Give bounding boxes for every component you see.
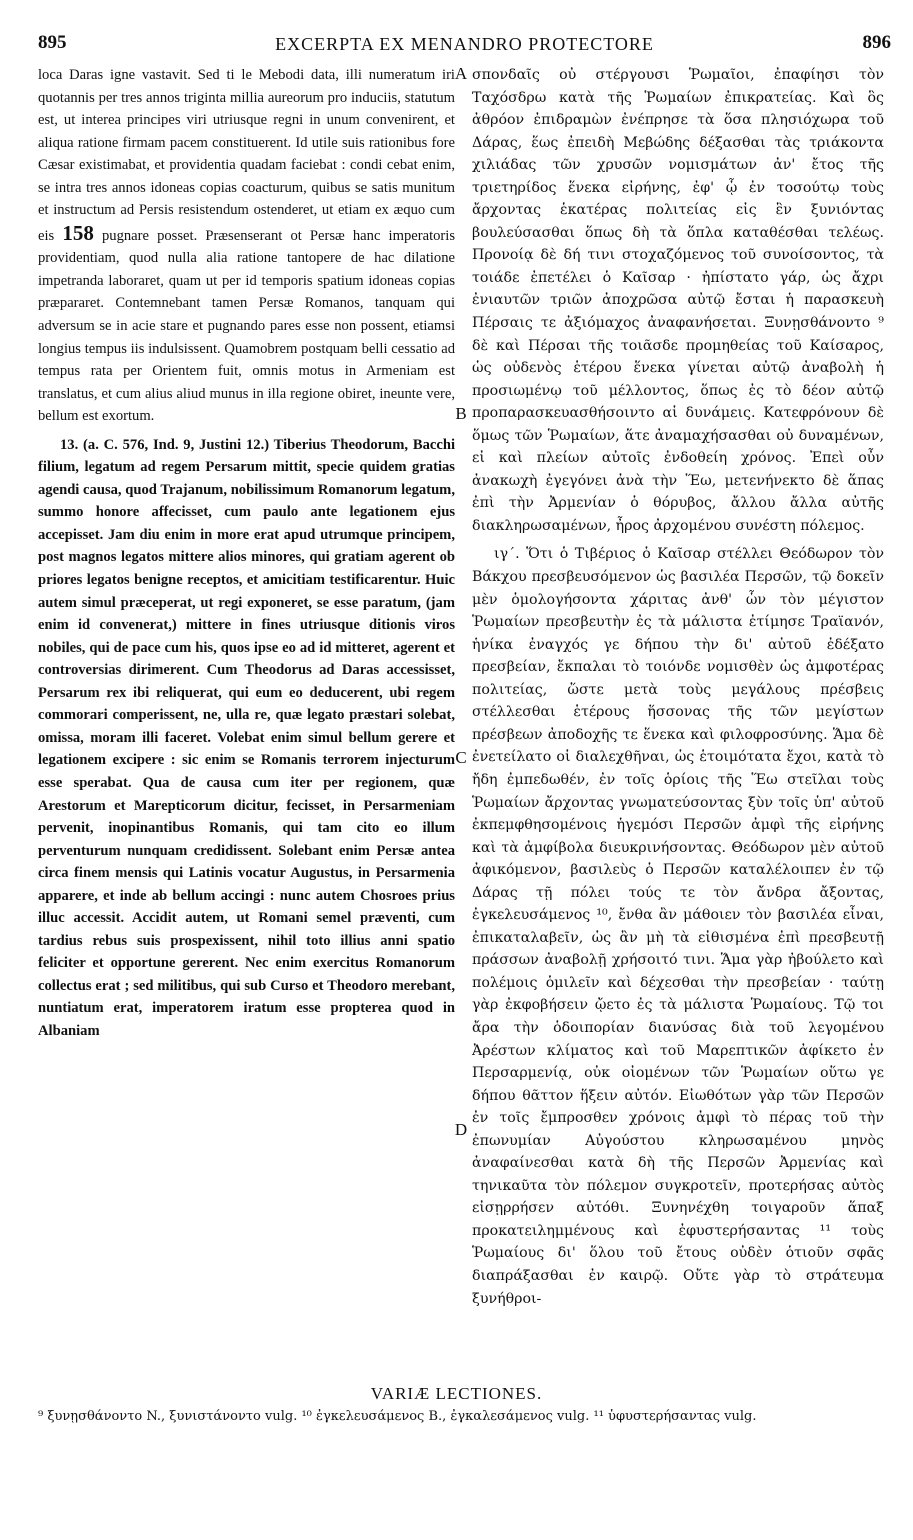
latin-paragraph	[38, 434, 455, 1043]
page-number-left: 895	[38, 32, 67, 53]
latin-text: legatum ad regem Persarum mittit, specie quidem gratias agendi causa, quod Trajanum, nobilissimum Romanorum legatum, summo honore affecisset, cum paulo ante legationem ejus accepisset. Jam diu enim in more erat apud utrumque principem, post magnos legatos mittere alios minores, qui gratiam agerent ob priores legatos benigne receptos, et amicitiam testificarentur. Huic autem simul præceperat, ut regi exponeret, se esse paratum, (jam enim id convenerat,) mittere in fines utriusque ditionis viros nobiles, qui de pace cum his, quos ipse eo ad id mitteret, agerent et controversias dirimerent. Cum Theodorus ad Daras accessisset, Persarum rex ibi reliquerat, qui eum eo deducerent, ubi regem commorari comperissent, ne, ulla re, quæ legato præstari solebat, omissa, moram illi faceret. Volebat enim simul bellum gerere et legationem excipere : sic enim se Romanis terrorem injecturum esse sperabat. Qua de causa cum iter per regionem, quæ Arestorum et Marepticorum dicitur, fecisset, in Persarmeniam pervenit, inopinantibus Romanis, qui tam cito eo illum perventurum nunquam credidissent. Solebant enim Persæ antea circa finem mensis qui Latinis vocatur Augustus, in Persarmenia apparere, et inde ab bellum accingi : nunc autem Chosroes prius illuc accessit. Accidit autem, ut Romani semel præventi, cum tardius rebus suis prospexissent, nihil toto illius anni spatio feliciter et opportune gererent. Nec enim exercitus Romanorum collectus erat ; sed militibus, qui sub Curso et Theodoro merebant, nuntiatum erat, imperatorem iratum esse propterea quod in Albaniam	[38, 459, 455, 1039]
margin-letter-c: C	[455, 748, 467, 767]
section-heading: 13. (a. C. 576, Ind. 9, Justini 12.) Tiberius Theodorum, Bacchi filium,	[38, 436, 455, 476]
margin-number: 158	[62, 220, 94, 245]
page-number-right: 896	[862, 32, 891, 53]
margin-letter-d: D	[454, 1120, 468, 1139]
latin-text: loca Daras igne vastavit. Sed ti le Mebodi data, illi numeratum iri quotannis per tres annos triginta millia aureorum pro induciis, statutum est, ut interea principes viri utriusque regni in unum convenirent, et aliqua ratione firmam pacem constituerent. Id utile suis rationibus fore Cæsar existimabat, et providentia quadam faciebat : condi cebat enim, se intra tres annos idoneas copias coacturum, quibus se satis munitum et instructum ad Persis resistendum ostenderet, ut etiam ex æquo cum eis	[38, 67, 455, 244]
footnotes: ⁹ ξυνῃσθάνοντο N., ξυνιστάνοντο vulg. ¹⁰ ἐγκελευσάμενος B., ἐγκαλεσάμενος vulg. ¹¹ ὑφυστερήσαντας vulg.	[38, 1409, 757, 1424]
page-header	[38, 32, 891, 60]
greek-paragraph: σπονδαῖς οὐ στέργουσι Ῥωμαῖοι, ἐπαφίησι τὸν Ταχόσδρω κατὰ τῆς Ῥωμαίων ἐπικρατείας. Καὶ ὃς ἀθρόον ἐπιδραμὼν ἐνέπρησε τὰ ὅσα πλησιόχωρα τοῦ Δάρας, ἕως ἐπειδὴ Μεβώδης δέξασθαι τὰς τριάκοντα χιλιάδας τῶν χρυσῶν νομισμάτων ἀν' ἔτος τῆς τριετηρίδος ἕνεκα εἰρήνης, ἐφ' ᾧ ἐν τοσούτῳ τοὺς ἄρχοντας ἑκατέρας πολιτείας εἰς ἓν ξυνιόντας βουλεύσασθαι ὅπως δὴ τὰ ὅπλα καταθέσθαι τελέως. Προνοίᾳ δὲ δή τινι στοχαζόμενος τοῦ συνοίσοντος, τὰ τοιάδε ἐπετέλει ὁ Καῖσαρ · ἠπίστατο γάρ, ὡς ἄχρι ἐνιαυτῶν τριῶν ἀποχρῶσα αὐτῷ ἔσται ἡ παρασκευὴ Πέρσαις τε ἀξιόμαχος ἀναφανήσεται. Ξυνῃσθάνοντο ⁹ δὲ καὶ Πέρσαι τῆς τοιᾶσδε προμηθείας τοῦ Καίσαρος, ὡς οὐδενὸς ἑτέρου ἕνεκα γίνεται αὐτῷ ἀναβολὴ ἡ προσιωμένῳ τοῦ μέλλοντος, ὅπως ἐς τὸ δέον αὐτῷ προπαρασκευασθήσοιντο αἱ δυνάμεις. Κατεφρόνουν δὲ ὅμως τῶν Ῥωμαίων, ἅτε ἀναμαχήσασθαι οὐ δυναμένων, εἰ καὶ πλείων αὐτοῖς ἐνδοθείη χρόνος. Ἐπεὶ οὖν ἀνακωχὴ ἐγεγόνει ἀνὰ τὴν Ἕω, μετενήνεκτο δὲ ἅπας ἐπὶ τὴν Ἀρμενίαν ὁ θόρυβος, ἄλλου ἄλλα αὐτῆς διακληρωσαμένων, ἦρος ἀρχομένου συνέστη πόλεμος.	[472, 67, 884, 534]
latin-column	[38, 64, 455, 1043]
greek-column	[472, 64, 884, 1310]
latin-text: pugnare posset. Præsenserant ot Persæ hanc imperatoris providentiam, quod nulla alia ratione tantopere de hac dilatione impetranda laboraret, quam ut per id temporis spatium idoneas copias præpararet. Contemnebant tamen Persæ Romanos, tanquam qui adversum se in acie stare et pugnando pares esse non possent, etiamsi longius tempus iis indulsissent. Quamobrem postquam belli cessatio ad tempus rata per Orientem fuit, omnis motus in Armeniam est translatus, et cum alius aliud munus in illa regione obiret, ineunte vere, bellum est exortum.	[38, 227, 456, 425]
running-title: EXCERPTA EX MENANDRO PROTECTORE	[275, 34, 654, 54]
margin-letter-b: B	[455, 404, 467, 423]
latin-paragraph	[38, 64, 455, 428]
variae-lectiones-title: VARIÆ LECTIONES.	[370, 1384, 543, 1403]
margin-letter-a: A	[454, 64, 468, 83]
greek-paragraph: ιγ΄. Ὅτι ὁ Τιβέριος ὁ Καῖσαρ στέλλει Θεόδωρον τὸν Βάκχου πρεσβευσόμενον ὡς βασιλέα Περσῶν, τῷ δοκεῖν μὲν ὁμολογήσοντα χάριτας ἀνθ' ὧν τὸν μέγιστον Ῥωμαίων πρεσβευτὴν ἐς τὰ μάλιστα ἐτίμησε Τραϊανόν, ἡνίκα ἐναγχός γε δήπου τὴν δι' αὐτοῦ ἐδέξατο πρεσβείαν, ἔκπαλαι τὸ τοιόνδε νομισθὲν ὡς ἀμφοτέρας πολιτείας, ὥστε μετὰ τοὺς μεγάλους πρέσβεις στέλλεσθαι ἑτέρους ἥσσονας τῆς τῶν μεγίστων πρέσβεων ἀποδοχῆς τε ἕνεκα καὶ φιλοφροσύνης. Ἅμα δὲ ἐνετείλατο οἱ διαλεχθῆναι, ὡς ἑτοιμότατα ἔχοι, κατὰ τὸ ἤδη ἐμπεδωθέν, ἐν τοῖς ὁρίοις τῆς Ἕω στεῖλαι τοὺς Ῥωμαίων ἄρχοντας γνωματεύσοντας ξὺν τοῖς ὑπ' αὐτοῦ ἐκπεμφθησομένοις ἡγεμόσι Περσῶν ἀμφὶ τῆς εἰρήνης καὶ τὰ ἀμφίβολα διευκρινήσοντας. Θεόδωρον μὲν αὐτοῦ ἀφικόμενον, βασιλεὺς ὁ Περσῶν καταλέλοιπεν ἐν τῷ Δάρας τῇ πόλει τούς τε τὸν ἄνδρα ἄξοντας, ἐγκελευσάμενος ¹⁰, ἔνθα ἂν μάθοιεν τὸν βασιλέα εἶναι, ἐπικαταλαβεῖν, ὡς ἂν μὴ τὰ εἰθισμένα ἐπὶ πρεσβευτῇ πράσσων ἀναβολῇ χρήσοιτό τινι. Ἅμα γὰρ ἠβούλετο καὶ πολέμοις ὁμιλεῖν καὶ δέχεσθαι τὴν πρεσβείαν · ταύτῃ γὰρ ἐκφοβήσειν ᾤετο ἐς τὰ μάλιστα Ῥωμαίους. Τῷ τοι ἄρα τὴν ὁδοιπορίαν διανύσας διὰ τοῦ λεγομένου Ἀρέστων κλίματος καὶ τοῦ Μαρεπτικῶν ἀφίκετο ἐν Περσαρμενίᾳ, οὐκ οἰομένων τῶν Ῥωμαίων οὕτω γε δήπου θᾶττον ἥξειν αὐτόν. Εἰωθότων γὰρ τῶν Περσῶν ἐν τοῖς ἔμπροσθεν χρόνοις ἀμφὶ τὸ πέρας τοῦ τὴν ἐπωνυμίαν Αὐγούστου κληρωσαμένου μηνὸς ἀναφαίνεσθαι κατὰ δὴ τῆς Περσῶν Ἀρμενίας καὶ τηνικαῦτα τὸν πόλεμον συγκροτεῖν, προτερήσας αὐτὸς εἰσῃρρήσεν αὐτόθι. Ξυνηνέχθη τοιγαροῦν ἅπαξ προκατειλημμένους καὶ ἐφυστερήσαντας ¹¹ τοὺς Ῥωμαίους δι' ὅλου τοῦ ἔτους οὐδὲν ὁτιοῦν σφᾶς διαπράξασθαι ἐν καιρῷ. Οὔτε γὰρ τὸ στράτευμα ξυνήθροι-	[472, 546, 884, 1307]
